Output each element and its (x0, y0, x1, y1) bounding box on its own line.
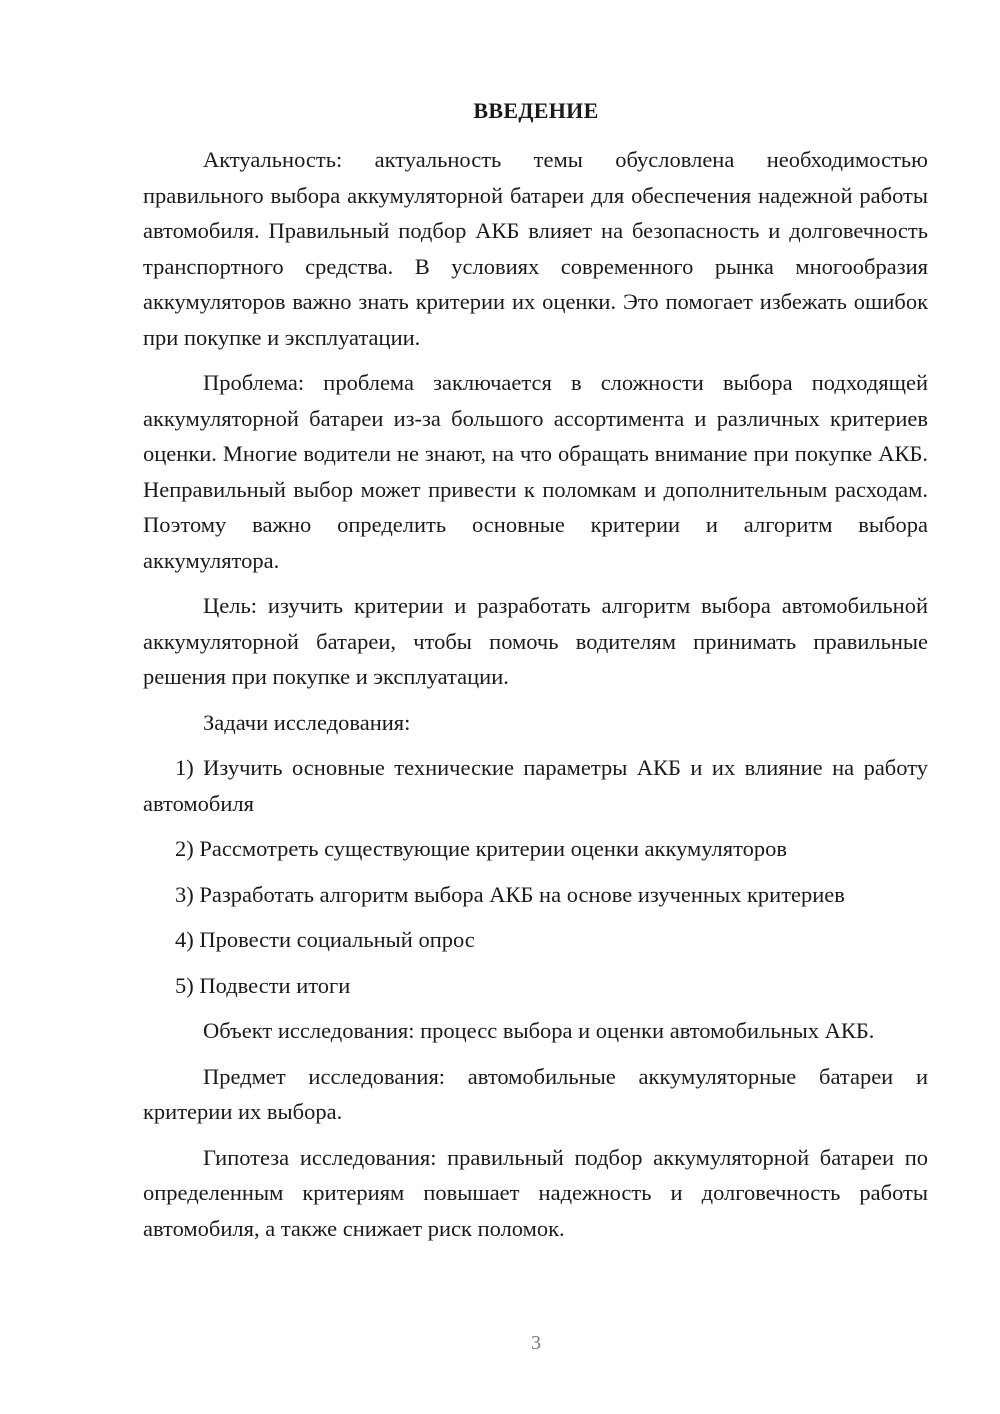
paragraph-relevance: Актуальность: актуальность темы обусловлена необходимостью правильного выбора аккумуляторной батареи для обеспечения надежной работы автомобиля. Правильный подбор АКБ влияет на безопасность и долговечность транспортного средства. В условиях современного рынка многообразия аккумуляторов важно знать критерии их оценки. Это помогает избежать ошибок при покупке и эксплуатации. (143, 147, 928, 350)
tasks-heading: Задачи исследования: (203, 709, 411, 735)
list-item-task-5: 5) Подвести итоги (175, 972, 351, 998)
list-item-task-3: 3) Разработать алгоритм выбора АКБ на основе изученных критериев (175, 881, 845, 907)
page-number: 3 (531, 1332, 541, 1354)
paragraph-subject: Предмет исследования: автомобильные аккумуляторные батареи и критерии их выбора. (143, 1063, 928, 1124)
paragraph-object: Объект исследования: процесс выбора и оценки автомобильных АКБ. (203, 1018, 875, 1043)
paragraph-goal: Цель: изучить критерии и разработать алгоритм выбора автомобильной аккумуляторной батареи, чтобы помочь водителям принимать правильные решения при покупке и эксплуатации. (143, 593, 928, 689)
document-body (143, 142, 928, 1256)
paragraph-hypothesis: Гипотеза исследования: правильный подбор аккумуляторной батареи по определенным критериям повышает надежность и долговечность работы автомобиля, а также снижает риск поломок. (143, 1144, 928, 1241)
list-item-task-1: 1) Изучить основные технические параметры АКБ и их влияние на работу автомобиля (143, 755, 928, 816)
list-item-task-4: 4) Провести социальный опрос (175, 927, 475, 952)
page-title: ВВЕДЕНИЕ (473, 98, 599, 123)
list-item-task-2: 2) Рассмотреть существующие критерии оценки аккумуляторов (175, 836, 788, 861)
paragraph-problem: Проблема: проблема заключается в сложности выбора подходящей аккумуляторной батареи из-за большого ассортимента и различных критериев оценки. Многие водители не знают, на что обращать внимание при покупке АКБ. Неправильный выбор может привести к поломкам и дополнительным расходам. Поэтому важно определить основные критерии и алгоритм выбора аккумулятора. (143, 370, 928, 573)
